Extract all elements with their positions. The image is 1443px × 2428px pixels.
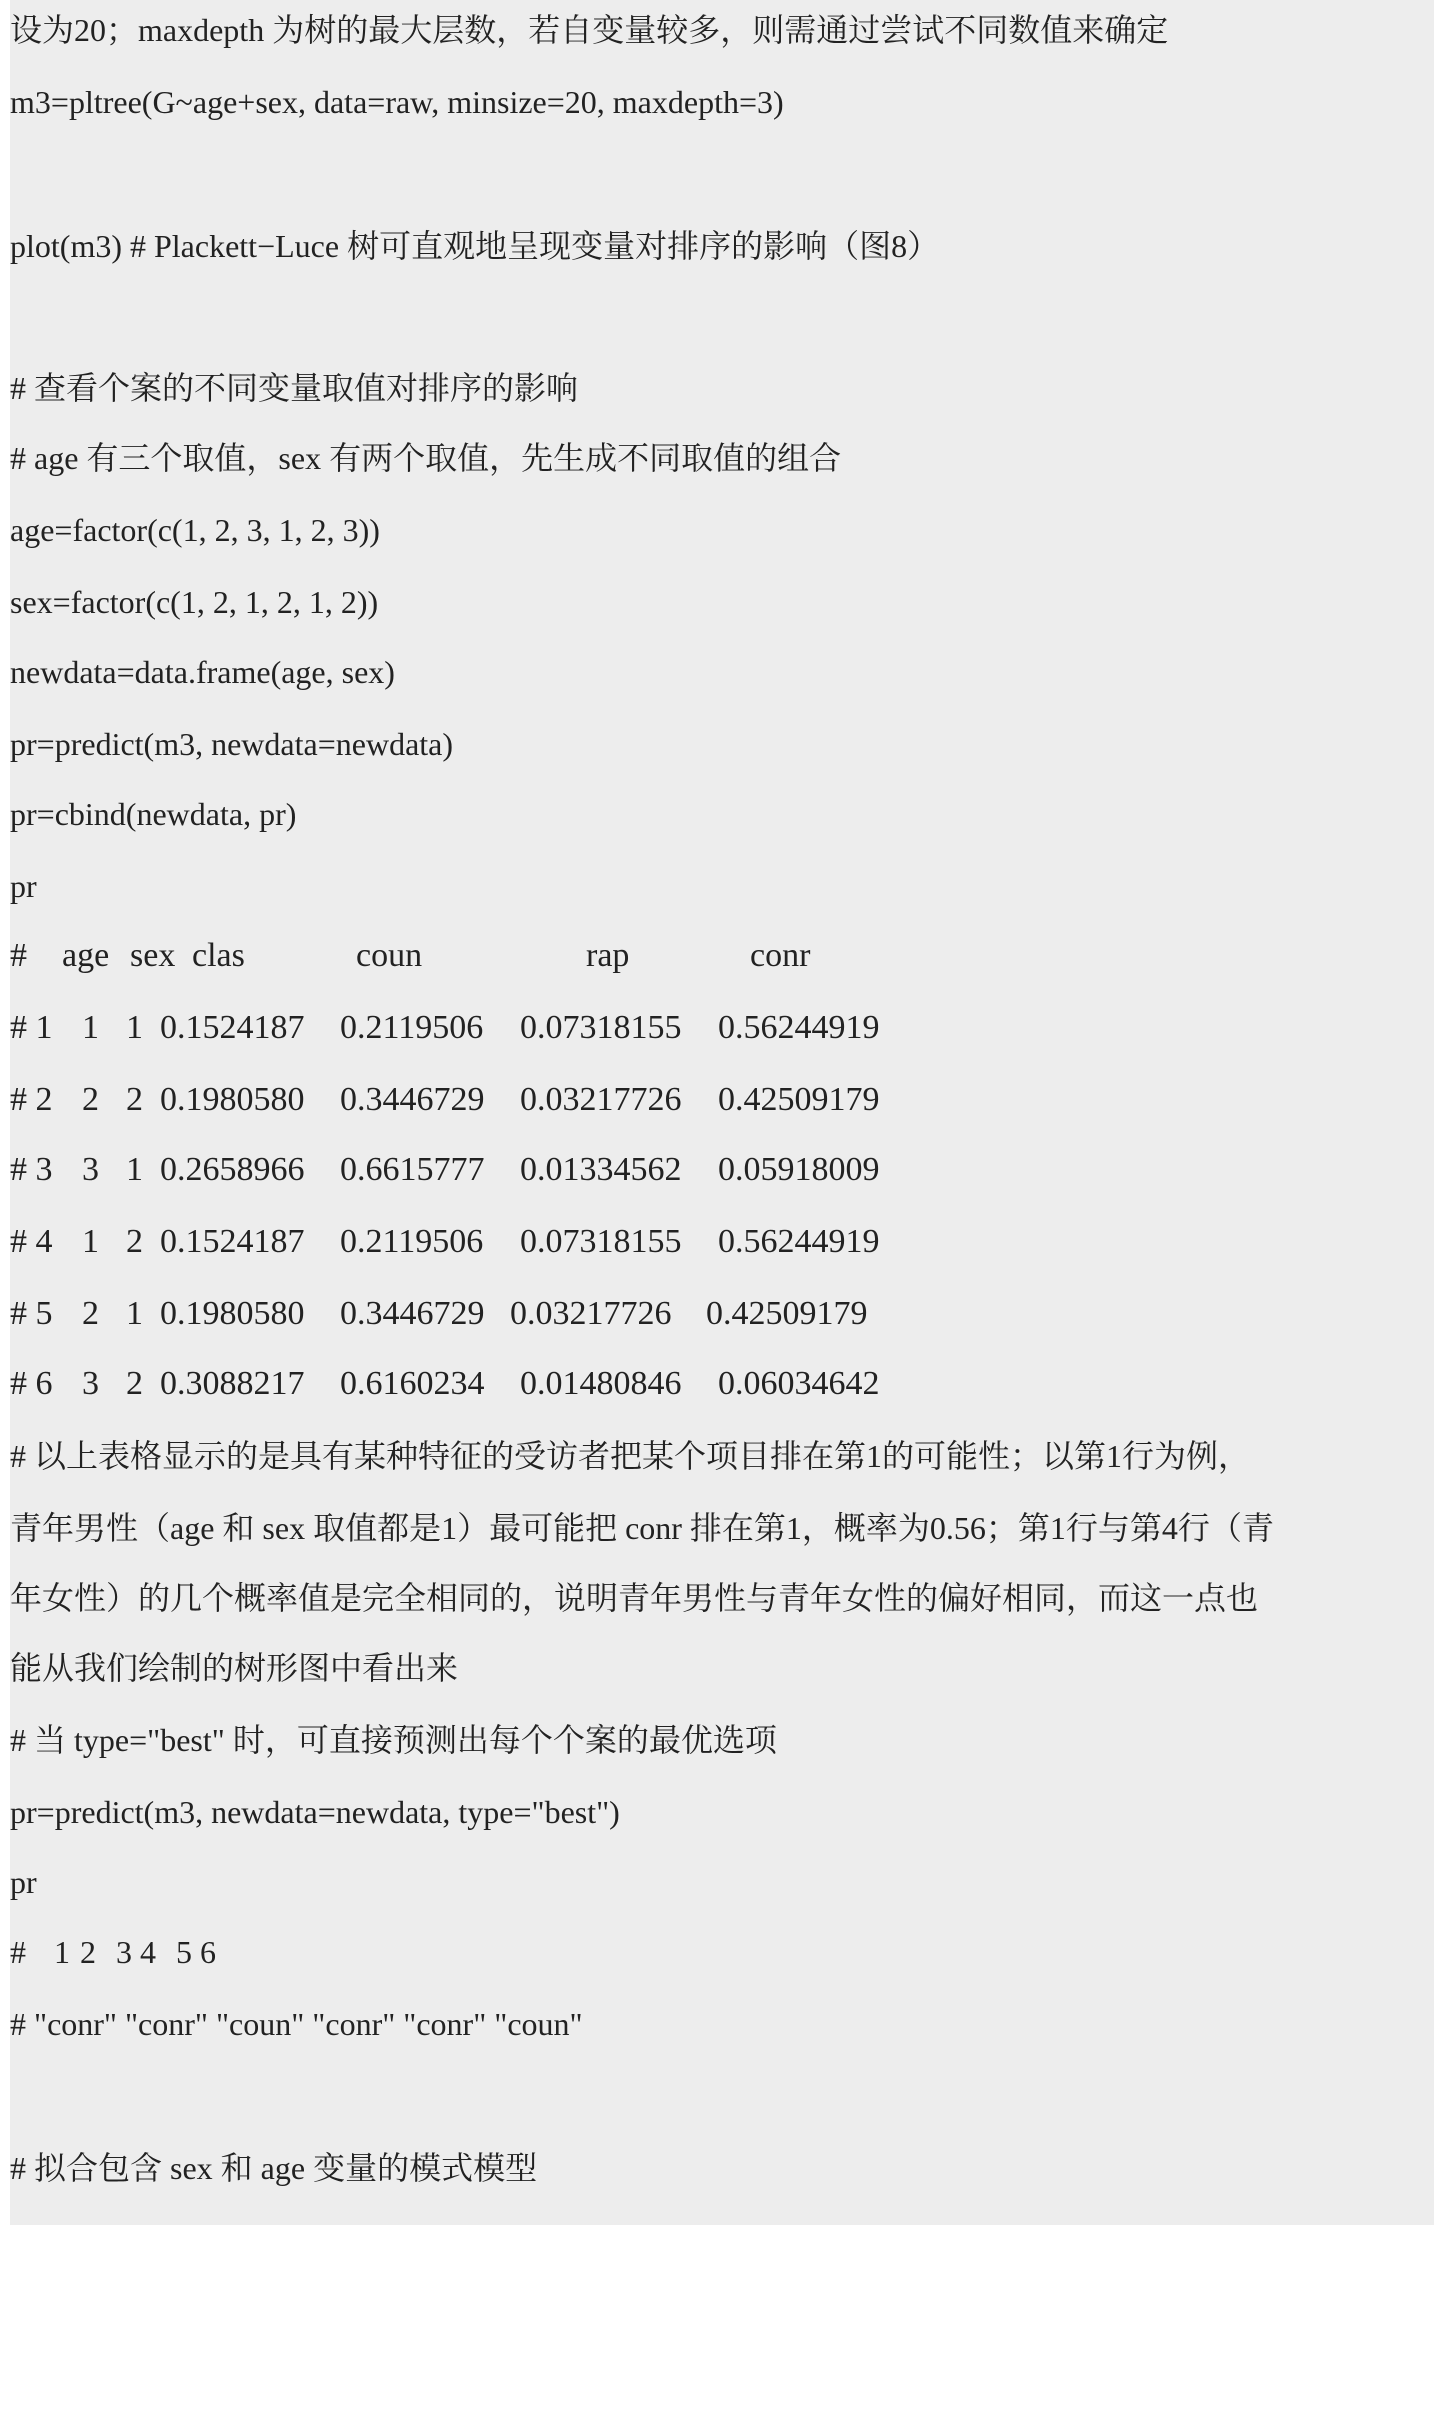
table-row [10,1142,1010,1198]
cell-rap: 0.01480846 [520,1365,682,1402]
cell-coun: 0.2119506 [340,1223,484,1260]
table-header-row [10,928,1010,984]
table-row [10,1356,1010,1412]
cell-conr: 0.05918009 [718,1151,880,1188]
cell-rap: 0.07318155 [520,1223,682,1260]
cell-sex: 2 [126,1223,143,1260]
header-cell-age: age [62,937,110,974]
cell-coun: 0.3446729 [340,1295,485,1332]
cell-age: 2 [82,1081,99,1118]
cell-sex: 1 [126,1009,143,1046]
table-row [10,1286,1010,1342]
best-index: 5 [176,1934,192,1970]
comment-line-explanation: # 以上表格显示的是具有某种特征的受访者把某个项目排在第1的可能性；以第1行为例， [10,1438,1251,1474]
cell-clas: 0.1524187 [160,1009,305,1046]
cell-clas: 0.2658966 [160,1151,305,1188]
row-index: # 2 [10,1081,53,1118]
text-line-explanation: 青年男性（age 和 sex 取值都是1）最可能把 conr 排在第1，概率为0.56；第1行与第4行（青 [10,1510,1274,1546]
code-panel [10,0,1434,2225]
cell-rap: 0.03217726 [510,1295,672,1332]
best-index: 6 [200,1934,216,1970]
code-line-plot: plot(m3) # Plackett−Luce 树可直观地呈现变量对排序的影响（图8） [10,228,940,264]
header-cell-clas: clas [192,937,245,974]
cell-age: 1 [82,1223,99,1260]
cell-conr: 0.56244919 [718,1009,880,1046]
row-index: # 6 [10,1365,53,1402]
cell-clas: 0.3088217 [160,1365,305,1402]
row-index: # 5 [10,1295,53,1332]
table-row [10,1072,1010,1128]
row-index: # 3 [10,1151,53,1188]
cell-age: 1 [82,1009,99,1046]
table-row [10,1000,1010,1056]
text-line-maxdepth-note: 设为20；maxdepth 为树的最大层数，若自变量较多，则需通过尝试不同数值来确定 [10,12,1169,48]
header-cell-conr: conr [750,937,811,974]
code-line-predict-best: pr=predict(m3, newdata=newdata, type="best") [10,1794,620,1830]
cell-rap: 0.03217726 [520,1081,682,1118]
cell-conr: 0.06034642 [718,1365,880,1402]
best-values-line: # "conr" "conr" "coun" "conr" "conr" "coun" [10,2006,583,2042]
cell-rap: 0.01334562 [520,1151,682,1188]
cell-coun: 0.2119506 [340,1009,484,1046]
code-line-predict: pr=predict(m3, newdata=newdata) [10,726,454,762]
cell-sex: 2 [126,1081,143,1118]
code-line-pltree: m3=pltree(G~age+sex, data=raw, minsize=20, maxdepth=3) [10,84,784,120]
row-index: # 1 [10,1009,53,1046]
comment-line-combinations: # age 有三个取值，sex 有两个取值，先生成不同取值的组合 [10,440,842,476]
cell-coun: 0.3446729 [340,1081,485,1118]
comment-line-effect: # 查看个案的不同变量取值对排序的影响 [10,370,579,406]
cell-coun: 0.6160234 [340,1365,485,1402]
cell-age: 3 [82,1151,99,1188]
cell-coun: 0.6615777 [340,1151,485,1188]
cell-clas: 0.1980580 [160,1295,305,1332]
comment-line-pattern-model: # 拟合包含 sex 和 age 变量的模式模型 [10,2150,538,2186]
header-cell-hash: # [10,937,27,974]
cell-sex: 1 [126,1295,143,1332]
table-row [10,1214,1010,1270]
comment-line-type-best: # 当 type="best" 时，可直接预测出每个个案的最优选项 [10,1722,777,1758]
cell-conr: 0.42509179 [706,1295,868,1332]
best-index: 3 [116,1934,132,1970]
cell-clas: 0.1980580 [160,1081,305,1118]
cell-age: 2 [82,1295,99,1332]
best-index: 2 [80,1934,96,1970]
header-cell-rap: rap [586,937,630,974]
code-line-cbind: pr=cbind(newdata, pr) [10,796,297,832]
best-index-row [10,1924,410,1980]
text-line-explanation: 年女性）的几个概率值是完全相同的，说明青年男性与青年女性的偏好相同，而这一点也 [10,1580,1259,1616]
cell-conr: 0.42509179 [718,1081,880,1118]
text-line-explanation: 能从我们绘制的树形图中看出来 [10,1650,459,1686]
cell-sex: 1 [126,1151,143,1188]
best-index: 1 [54,1934,70,1970]
cell-age: 3 [82,1365,99,1402]
best-index: 4 [140,1934,156,1970]
cell-sex: 2 [126,1365,143,1402]
code-line-age: age=factor(c(1, 2, 3, 1, 2, 3)) [10,512,380,548]
header-cell-sex: sex [130,937,176,974]
cell-conr: 0.56244919 [718,1223,880,1260]
code-line-newdata: newdata=data.frame(age, sex) [10,654,395,690]
row-index: # 4 [10,1223,53,1260]
code-line-pr: pr [10,1864,37,1900]
best-index-hash: # [10,1934,26,1970]
cell-rap: 0.07318155 [520,1009,682,1046]
code-line-pr: pr [10,868,37,904]
cell-clas: 0.1524187 [160,1223,305,1260]
code-line-sex: sex=factor(c(1, 2, 1, 2, 1, 2)) [10,584,379,620]
header-cell-coun: coun [356,937,423,974]
